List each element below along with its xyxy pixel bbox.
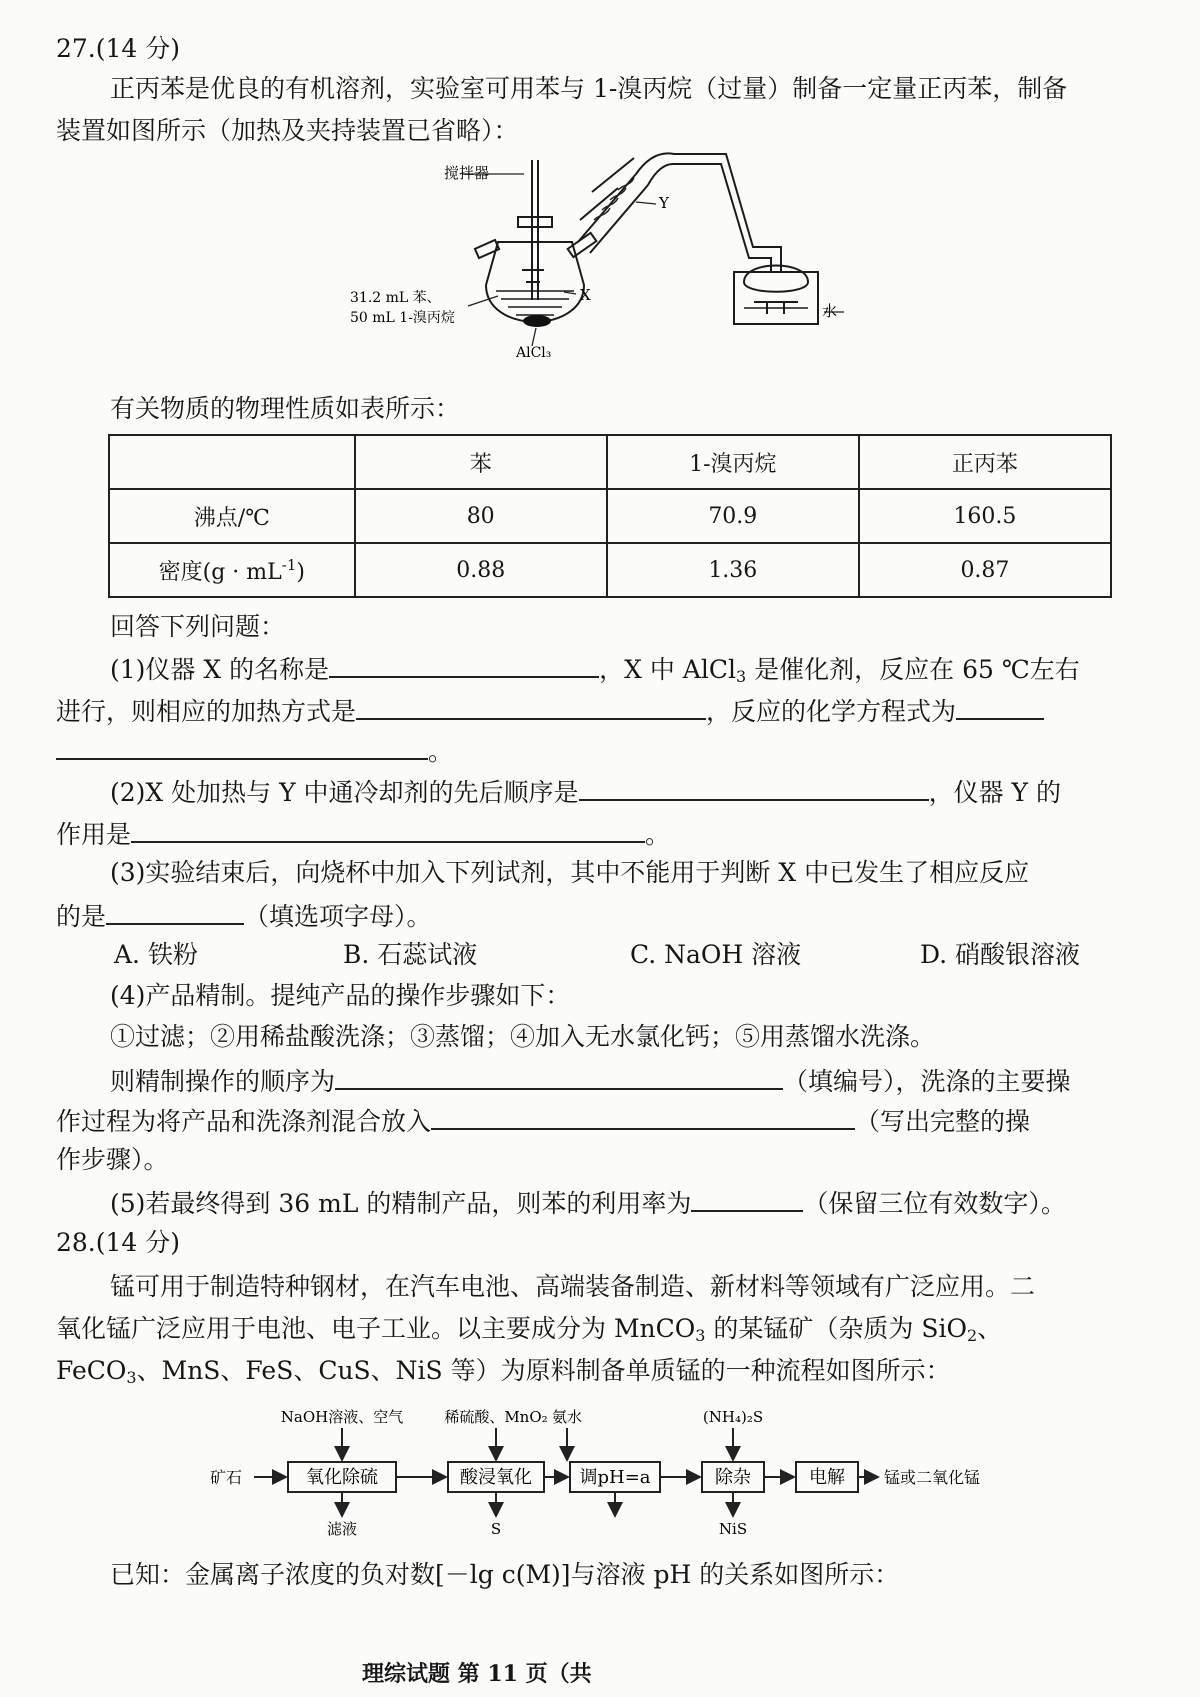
density-label: 密度(g · mL [158, 559, 282, 585]
answer-blank-order[interactable] [579, 775, 929, 801]
answer-blank-equation[interactable] [956, 694, 1044, 720]
q28-intro-line1: 锰可用于制造特种钢材，在汽车电池、高端装备制造、新材料等领域有广泛应用。二 [110, 1272, 1036, 1301]
table-row [109, 489, 1111, 543]
table-intro: 有关物质的物理性质如表所示： [110, 394, 461, 423]
q27-part1-d: 进行，则相应的加热方式是 [56, 697, 357, 726]
flow-step-ph: 调pH=a [579, 1467, 651, 1488]
flow-step-electrolysis: 电解 [809, 1467, 845, 1488]
flow-input-4: (NH₄)₂S [702, 1408, 764, 1426]
page-footer: 理综试题 第 11 页（共 [362, 1661, 592, 1687]
option-d[interactable]: D. 硝酸银溶液 [920, 940, 1081, 969]
answer-blank-sequence[interactable] [335, 1064, 783, 1090]
q27-part3-b: 的是 [56, 902, 107, 931]
q27-part1-c: 是催化剂，反应在 65 ℃左右 [746, 655, 1080, 684]
label-stirrer: 搅拌器 [444, 164, 490, 182]
q27-part5-b: （保留三位有效数字）。 [803, 1189, 1066, 1218]
table-cell: 70.9 [607, 489, 859, 543]
q27-part2-a: (2)X 处加热与 Y 中通冷却剂的先后顺序是 [110, 778, 579, 807]
q28-intro3-a: FeCO [56, 1356, 127, 1385]
q27-part2-line2 [56, 817, 670, 850]
table-cell: 80 [355, 489, 607, 543]
density-unit-close: ) [296, 559, 305, 585]
table-cell [109, 435, 355, 489]
q27-part2-d: 。 [645, 820, 671, 849]
q27-part4-c: 则精制操作的顺序为 [110, 1067, 336, 1096]
q27-part3-line2 [56, 899, 432, 932]
q27-part4-f: （写出完整的操 [855, 1107, 1031, 1136]
q27-part1-line2 [56, 694, 1044, 727]
q28-intro3-b: 、MnS、FeS、CuS、NiS 等）为原料制备单质锰的一种流程如图所示： [136, 1356, 951, 1385]
q28-intro2-b: 的某锰矿（杂质为 SiO [705, 1314, 967, 1343]
label-reagent1: 31.2 mL 苯、 [350, 290, 441, 306]
density-unit-sup: -1 [281, 555, 297, 574]
answer-intro: 回答下列问题： [110, 612, 286, 641]
answer-blank-y-function[interactable] [131, 817, 645, 843]
answer-blank-equation-cont[interactable] [56, 734, 428, 760]
flow-end: 锰或二氧化锰 [884, 1468, 981, 1487]
answer-blank-utilization[interactable] [691, 1186, 803, 1212]
table-cell: 160.5 [859, 489, 1111, 543]
flow-output-2: S [490, 1520, 502, 1538]
flow-input-2: 稀硫酸、MnO₂ [444, 1408, 548, 1426]
q27-part2-line1 [110, 775, 1061, 808]
flow-input-1: NaOH溶液、空气 [280, 1408, 404, 1426]
q28-intro2-a: 氧化锰广泛应用于电池、电子工业。以主要成分为 MnCO [56, 1314, 696, 1343]
q27-part4-line5: 作步骤）。 [56, 1145, 169, 1174]
flow-step-leach: 酸浸氧化 [460, 1467, 532, 1488]
table-row [109, 543, 1111, 597]
q27-part3-line1: (3)实验结束后，向烧杯中加入下列试剂，其中不能用于判断 X 中已发生了相应反应 [110, 858, 1030, 887]
q27-part2-c: 作用是 [56, 820, 132, 849]
q27-part2-b: ，仪器 Y 的 [928, 778, 1061, 807]
feco3-subscript: 3 [126, 1368, 137, 1387]
q28-intro2-c: 、 [977, 1314, 1003, 1343]
label-x: X [580, 286, 591, 304]
q27-title: 27.(14 分) [56, 34, 181, 63]
table-cell: 0.88 [355, 543, 607, 597]
q27-part4-line4 [56, 1104, 1030, 1137]
table-cell: 正丙苯 [859, 435, 1111, 489]
answer-blank-washing[interactable] [431, 1104, 855, 1130]
options-row [114, 940, 1080, 970]
table-cell: 沸点/℃ [109, 489, 355, 543]
q27-part1-line1 [110, 652, 1080, 692]
label-catalyst: AlCl₃ [516, 345, 552, 361]
option-c[interactable]: C. NaOH 溶液 [630, 940, 802, 969]
q27-part1-a: (1)仪器 X 的名称是 [110, 655, 330, 684]
answer-blank-heating-method[interactable] [356, 694, 706, 720]
q27-part1-b: ，X 中 AlCl [599, 655, 736, 684]
process-flowchart [210, 1400, 1070, 1540]
option-a[interactable]: A. 铁粉 [114, 940, 198, 969]
apparatus-diagram [350, 150, 850, 365]
mnco3-subscript: 3 [695, 1326, 706, 1345]
q27-part1-e: ，反应的化学方程式为 [706, 697, 957, 726]
q27-part4-e: 作过程为将产品和洗涤剂混合放入 [56, 1107, 432, 1136]
flow-output-1: 滤液 [326, 1520, 358, 1538]
option-b[interactable]: B. 石蕊试液 [343, 940, 478, 969]
table-cell [109, 543, 355, 597]
answer-blank-instrument-name[interactable] [329, 652, 599, 678]
q27-part1-f: 。 [428, 737, 454, 766]
flow-step-purify: 除杂 [715, 1467, 751, 1488]
label-y: Y [659, 194, 669, 212]
table-header-row [109, 435, 1111, 489]
answer-blank-option[interactable] [106, 899, 244, 925]
q27-intro-line2: 装置如图所示（加热及夹持装置已省略）： [56, 116, 519, 145]
q28-known: 已知：金属离子浓度的负对数[－lg c(M)]与溶液 pH 的关系如图所示： [110, 1560, 900, 1589]
table-cell: 1-溴丙烷 [607, 435, 859, 489]
q27-part5 [110, 1186, 1066, 1219]
flow-input-3: 氨水 [551, 1408, 583, 1426]
q27-part5-a: (5)若最终得到 36 mL 的精制产品，则苯的利用率为 [110, 1189, 692, 1218]
q28-title: 28.(14 分) [56, 1228, 181, 1257]
properties-table [108, 434, 1112, 598]
label-reagent2: 50 mL 1-溴丙烷 [350, 310, 455, 326]
label-water: 水 [822, 302, 838, 320]
q28-intro-line3 [56, 1356, 951, 1393]
table-cell: 1.36 [607, 543, 859, 597]
table-cell: 苯 [355, 435, 607, 489]
q27-part4-line1: (4)产品精制。提纯产品的操作步骤如下： [110, 981, 571, 1010]
q27-part4-d: （填编号），洗涤的主要操 [783, 1067, 1071, 1096]
flow-start: 矿石 [210, 1468, 243, 1487]
q27-intro-line1: 正丙苯是优良的有机溶剂，实验室可用苯与 1-溴丙烷（过量）制备一定量正丙苯，制备 [110, 74, 1068, 103]
sio2-subscript: 2 [966, 1326, 978, 1345]
flow-output-3: NiS [718, 1520, 748, 1538]
alcl3-subscript: 3 [735, 667, 747, 686]
flow-step-oxidation: 氧化除硫 [306, 1467, 378, 1488]
q27-part4-line2: ①过滤；②用稀盐酸洗涤；③蒸馏；④加入无水氯化钙；⑤用蒸馏水洗涤。 [110, 1022, 936, 1051]
q28-intro-line2 [56, 1314, 1002, 1351]
q27-part1-line3 [56, 734, 453, 767]
table-cell: 0.87 [859, 543, 1111, 597]
q27-part3-c: （填选项字母）。 [244, 902, 432, 931]
q27-part4-line3 [110, 1064, 1071, 1097]
